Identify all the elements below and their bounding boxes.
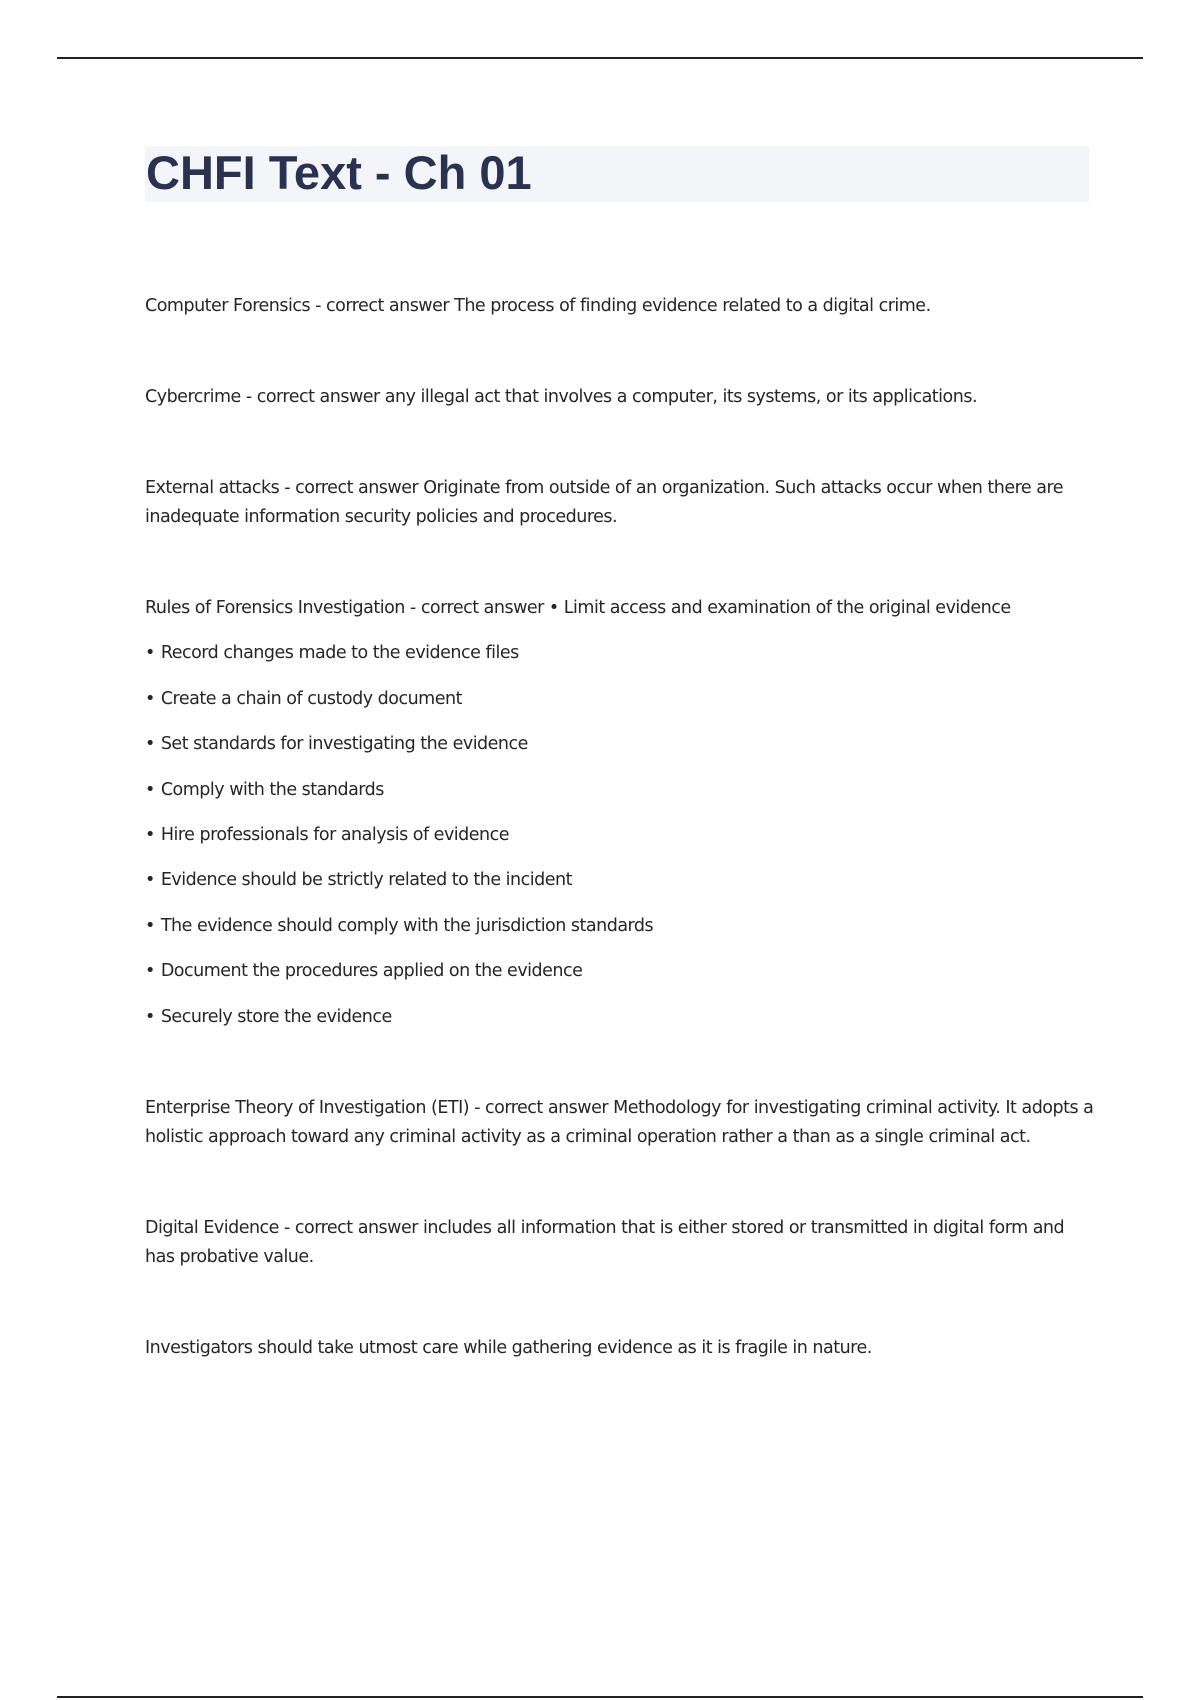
document-body [145,292,1095,1363]
list-item: • Hire professionals for analysis of evidence [145,824,510,845]
bullet-icon: • [145,915,155,936]
bullet-icon: • [145,734,155,755]
entry-cybercrime: Cybercrime - correct answer any illegal act that involves a computer, its systems, or its applications. [145,387,978,407]
entry-external-attacks: External attacks - correct answer Originate from outside of an organization. Such attacks occur when there are inadequate information security policies and procedures. [145,478,1064,527]
list-item: • Create a chain of custody document [145,688,462,709]
bullet-icon: • [145,870,155,891]
entry-rules-heading: Rules of Forensics Investigation - correct answer • Limit access and examination of the original evidence [145,598,1011,618]
list-item: • Evidence should be strictly related to the incident [145,870,572,891]
bullet-icon: • [145,643,155,664]
list-item: • Set standards for investigating the evidence [145,734,528,755]
entry-digital-evidence: Digital Evidence - correct answer includes all information that is either stored or transmitted in digital form and has probative value. [145,1217,1065,1267]
bullet-icon: • [145,688,155,709]
bullet-icon: • [145,824,155,845]
page-title: CHFI Text - Ch 01 [146,146,532,199]
entry-investigators-note: Investigators should take utmost care while gathering evidence as it is fragile in nature. [145,1337,872,1358]
rules-list [145,639,1095,1031]
bullet-icon: • [145,1006,155,1027]
top-divider [57,57,1143,59]
list-item: • Comply with the standards [145,779,384,800]
list-item: • Record changes made to the evidence files [145,643,519,664]
list-item: • The evidence should comply with the jurisdiction standards [145,915,654,936]
bullet-icon: • [145,779,155,800]
entry-computer-forensics: Computer Forensics - correct answer The process of finding evidence related to a digital crime. [145,296,931,316]
bullet-icon: • [145,961,155,982]
list-item: • Document the procedures applied on the evidence [145,961,583,982]
entry-rules-of-forensics [145,594,1095,1032]
list-item: • Securely store the evidence [145,1006,392,1027]
bottom-divider [57,1696,1143,1698]
entry-enterprise-theory: Enterprise Theory of Investigation (ETI) - correct answer Methodology for investigating criminal activity. It adopts a holistic approach toward any criminal activity as a criminal operation rather a than as a single criminal act. [145,1097,1094,1147]
